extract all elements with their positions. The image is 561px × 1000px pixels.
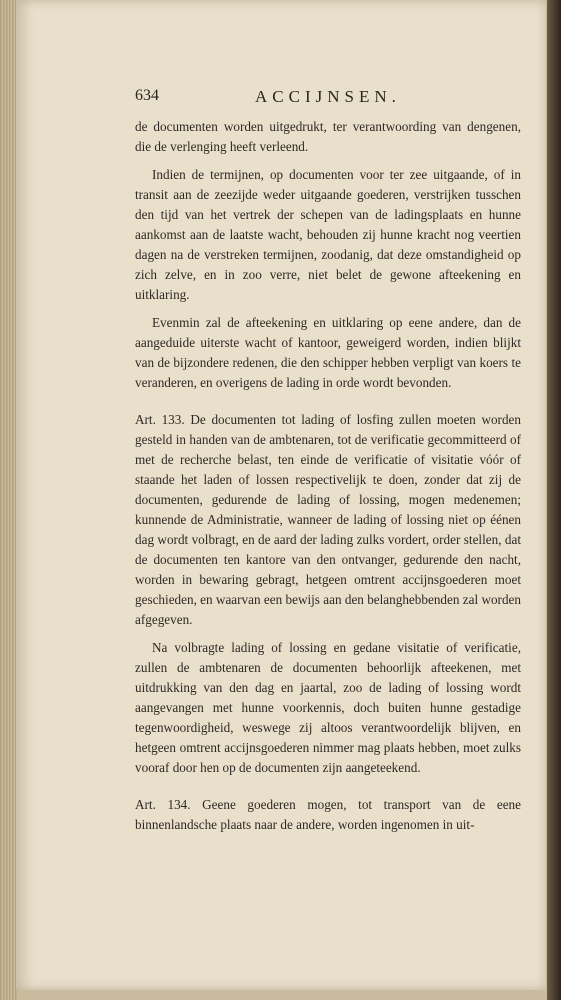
book-spine xyxy=(547,0,561,1000)
article-133: Art. 133. De documenten tot lading of losfing zullen moeten worden gesteld in handen van de ambtenaren, tot de verificatie gecommitteerd of met de recherche belast, ten einde de verificatie of visitatie vóór of staande het laden of lossen respectivelijk te doen, zonder dat zij de documenten, gedurende de lading of lossing, mogen medenemen; kunnende de Administratie, wanneer de lading of lossing niet op éénen dag wordt volbragt, en de aard der lading zulks vordert, order stellen, dat de documenten ten kantore van den ontvanger, gedurende den nacht, worden in bewaring gebragt, hetgeen omtrent accijnsgoederen moet geschieden, en waarvan een bewijs aan den belanghebbenden zal worden afgegeven. xyxy=(135,412,521,627)
paragraph-continuation: de documenten worden uitgedrukt, ter verantwoording van dengenen, die de verlenging heeft verleend. xyxy=(135,119,521,154)
paragraph-visitatie: Na volbragte lading of lossing en gedane visitatie of verificatie, zullen de ambtenaren de documenten behoorlijk afteekenen, met uitdrukking van den dag en jaartal, zoo de lading of lossing wordt aangevangen met hunne voorkennis, doch buiten hunne gestadige tegenwoordigheid, weswege zij altoos verantwoordelijk blijven, en hetgeen omtrent accijnsgoederen nimmer mag plaats hebben, moet zulks vooraf door hen op de documenten zijn aangeteekend. xyxy=(135,640,521,775)
article-134: Art. 134. Geene goederen mogen, tot transport van de eene binnenlandsche plaats naar de andere, worden ingenomen in uit- xyxy=(135,797,521,832)
page-number: 634 xyxy=(135,87,159,104)
paragraph-termijnen: Indien de termijnen, op documenten voor ter zee uitgaande, of in transit aan de zeezijde weder uitgaande goederen, verstrijken tusschen den tijd van het vertrek der schepen van de ladingsplaats en hunne aankomst aan de laatste wacht, behouden zij hunne kracht nog veertien dagen na de verstreken termijnen, zoodanig, dat deze omstandigheid op zich zelve, en in zoo verre, niet belet de gewone afteekening en uitklaring. xyxy=(135,167,521,302)
running-head: ACCIJNSEN. xyxy=(255,87,401,106)
body-text xyxy=(135,117,521,835)
paragraph-afteekening: Evenmin zal de afteekening en uitklaring op eene andere, dan de aangeduide uiterste wacht of kantoor, geweigerd worden, indien blijkt van de bijzondere redenen, die den schipper hebben verpligt van koers te veranderen, en overigens de lading in orde wordt bevonden. xyxy=(135,315,521,390)
